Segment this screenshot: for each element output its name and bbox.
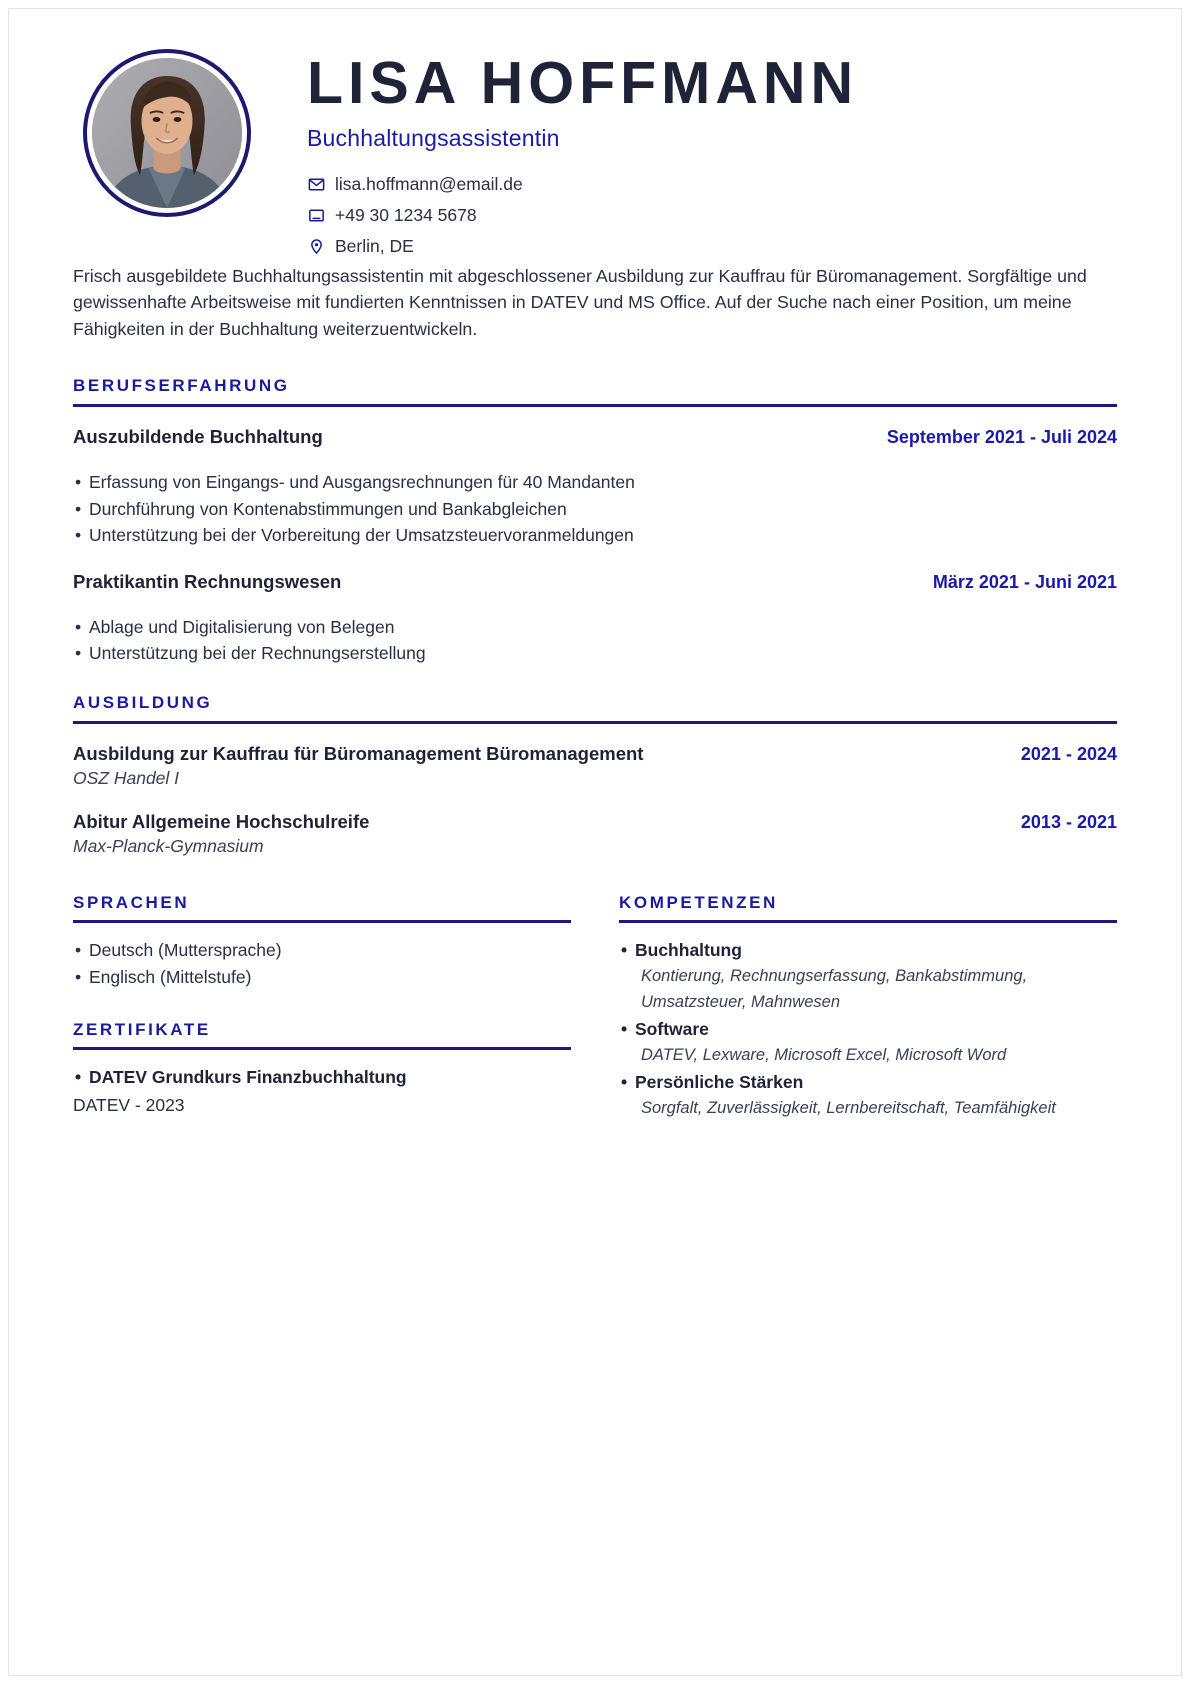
list-item: • Durchführung von Kontenabstimmungen und Bankabgleichen	[73, 496, 1117, 523]
section-title-languages: SPRACHEN	[73, 892, 190, 912]
contact-phone-value: +49 30 1234 5678	[335, 204, 477, 225]
phone-icon	[307, 206, 326, 225]
location-pin-icon	[307, 237, 326, 256]
section-divider	[73, 920, 571, 923]
experience-entry	[73, 426, 1117, 549]
left-column	[73, 893, 571, 1122]
experience-bullets	[73, 469, 1117, 549]
job-title: Buchhaltungsassistentin	[307, 124, 560, 151]
education-degree: Abitur Allgemeine Hochschulreife	[73, 810, 370, 832]
section-certificates	[73, 1020, 571, 1119]
experience-date: September 2021 - Juli 2024	[886, 426, 1117, 447]
contact-email[interactable]	[307, 174, 1117, 195]
skill-group-name: • Buchhaltung	[619, 937, 1117, 964]
contact-email-value: lisa.hoffmann@email.de	[335, 173, 523, 194]
professional-summary: Frisch ausgebildete Buchhaltungsassistentin mit abgeschlossener Ausbildung zur Kauffrau für Büromanagement. Sorgfältige und gewissenhafte Arbeitsweise mit fundierten Kenntnissen in DATEV und MS Office. Auf der Suche nach einer Position, um meine Fähigkeiten in der Buchhaltung weiterzuentwickeln.	[73, 266, 1087, 339]
resume-sheet	[8, 8, 1182, 1676]
section-title-experience: BERUFSERFAHRUNG	[73, 375, 290, 395]
portrait-illustration	[92, 58, 242, 208]
education-institution: Max-Planck-Gymnasium	[73, 835, 264, 856]
section-title-education: AUSBILDUNG	[73, 692, 213, 712]
section-experience	[73, 376, 1117, 667]
contact-list	[307, 174, 1117, 257]
experience-role: Praktikantin Rechnungswesen	[73, 570, 342, 592]
education-date: 2021 - 2024	[1020, 743, 1117, 764]
section-languages	[73, 893, 571, 992]
section-title-skills: KOMPETENZEN	[619, 892, 778, 912]
experience-bullets	[73, 614, 1117, 667]
education-entry	[73, 811, 1117, 857]
section-skills	[619, 893, 1117, 1122]
section-divider	[73, 404, 1117, 407]
email-icon	[307, 175, 326, 194]
section-divider	[619, 920, 1117, 923]
bottom-columns	[73, 893, 1117, 1122]
avatar-photo	[92, 58, 242, 208]
certificate-name: • DATEV Grundkurs Finanzbuchhaltung	[73, 1064, 571, 1091]
education-entry	[73, 743, 1117, 789]
skill-group-name: • Persönliche Stärken	[619, 1069, 1117, 1096]
experience-role: Auszubildende Buchhaltung	[73, 425, 323, 447]
section-divider	[73, 721, 1117, 724]
skill-group-details: Sorgfalt, Zuverlässigkeit, Lernbereitschaft, Teamfähigkeit	[641, 1099, 1056, 1118]
resume-header	[73, 43, 1117, 261]
skill-group-details: Kontierung, Rechnungserfassung, Bankabstimmung, Umsatzsteuer, Mahnwesen	[641, 967, 1028, 1011]
section-education	[73, 693, 1117, 857]
contact-phone[interactable]	[307, 205, 1117, 226]
section-title-certificates: ZERTIFIKATE	[73, 1019, 211, 1039]
education-date: 2013 - 2021	[1020, 811, 1117, 832]
contact-location[interactable]	[307, 236, 1117, 257]
contact-location-value: Berlin, DE	[335, 235, 414, 256]
experience-entry	[73, 571, 1117, 667]
list-item: • Erfassung von Eingangs- und Ausgangsrechnungen für 40 Mandanten	[73, 469, 1117, 496]
avatar	[83, 49, 251, 217]
skill-group-details: DATEV, Lexware, Microsoft Excel, Microsoft Word	[641, 1046, 1007, 1065]
list-item: • Ablage und Digitalisierung von Belegen	[73, 614, 1117, 641]
education-degree: Ausbildung zur Kauffrau für Büromanagement Büromanagement	[73, 742, 644, 764]
page-title: LISA HOFFMANN	[307, 50, 859, 116]
right-column	[619, 893, 1117, 1122]
skill-group-name: • Software	[619, 1016, 1117, 1043]
header-text-block	[307, 43, 1117, 257]
list-item: • Unterstützung bei der Vorbereitung der Umsatzsteuervoranmeldungen	[73, 522, 1117, 549]
list-item: • Deutsch (Muttersprache)	[73, 937, 571, 964]
list-item: • Unterstützung bei der Rechnungserstellung	[73, 640, 1117, 667]
experience-date: März 2021 - Juni 2021	[932, 571, 1117, 592]
certificate-meta: DATEV - 2023	[73, 1094, 185, 1115]
section-divider	[73, 1047, 571, 1050]
education-institution: OSZ Handel I	[73, 767, 180, 788]
list-item: • Englisch (Mittelstufe)	[73, 964, 571, 991]
